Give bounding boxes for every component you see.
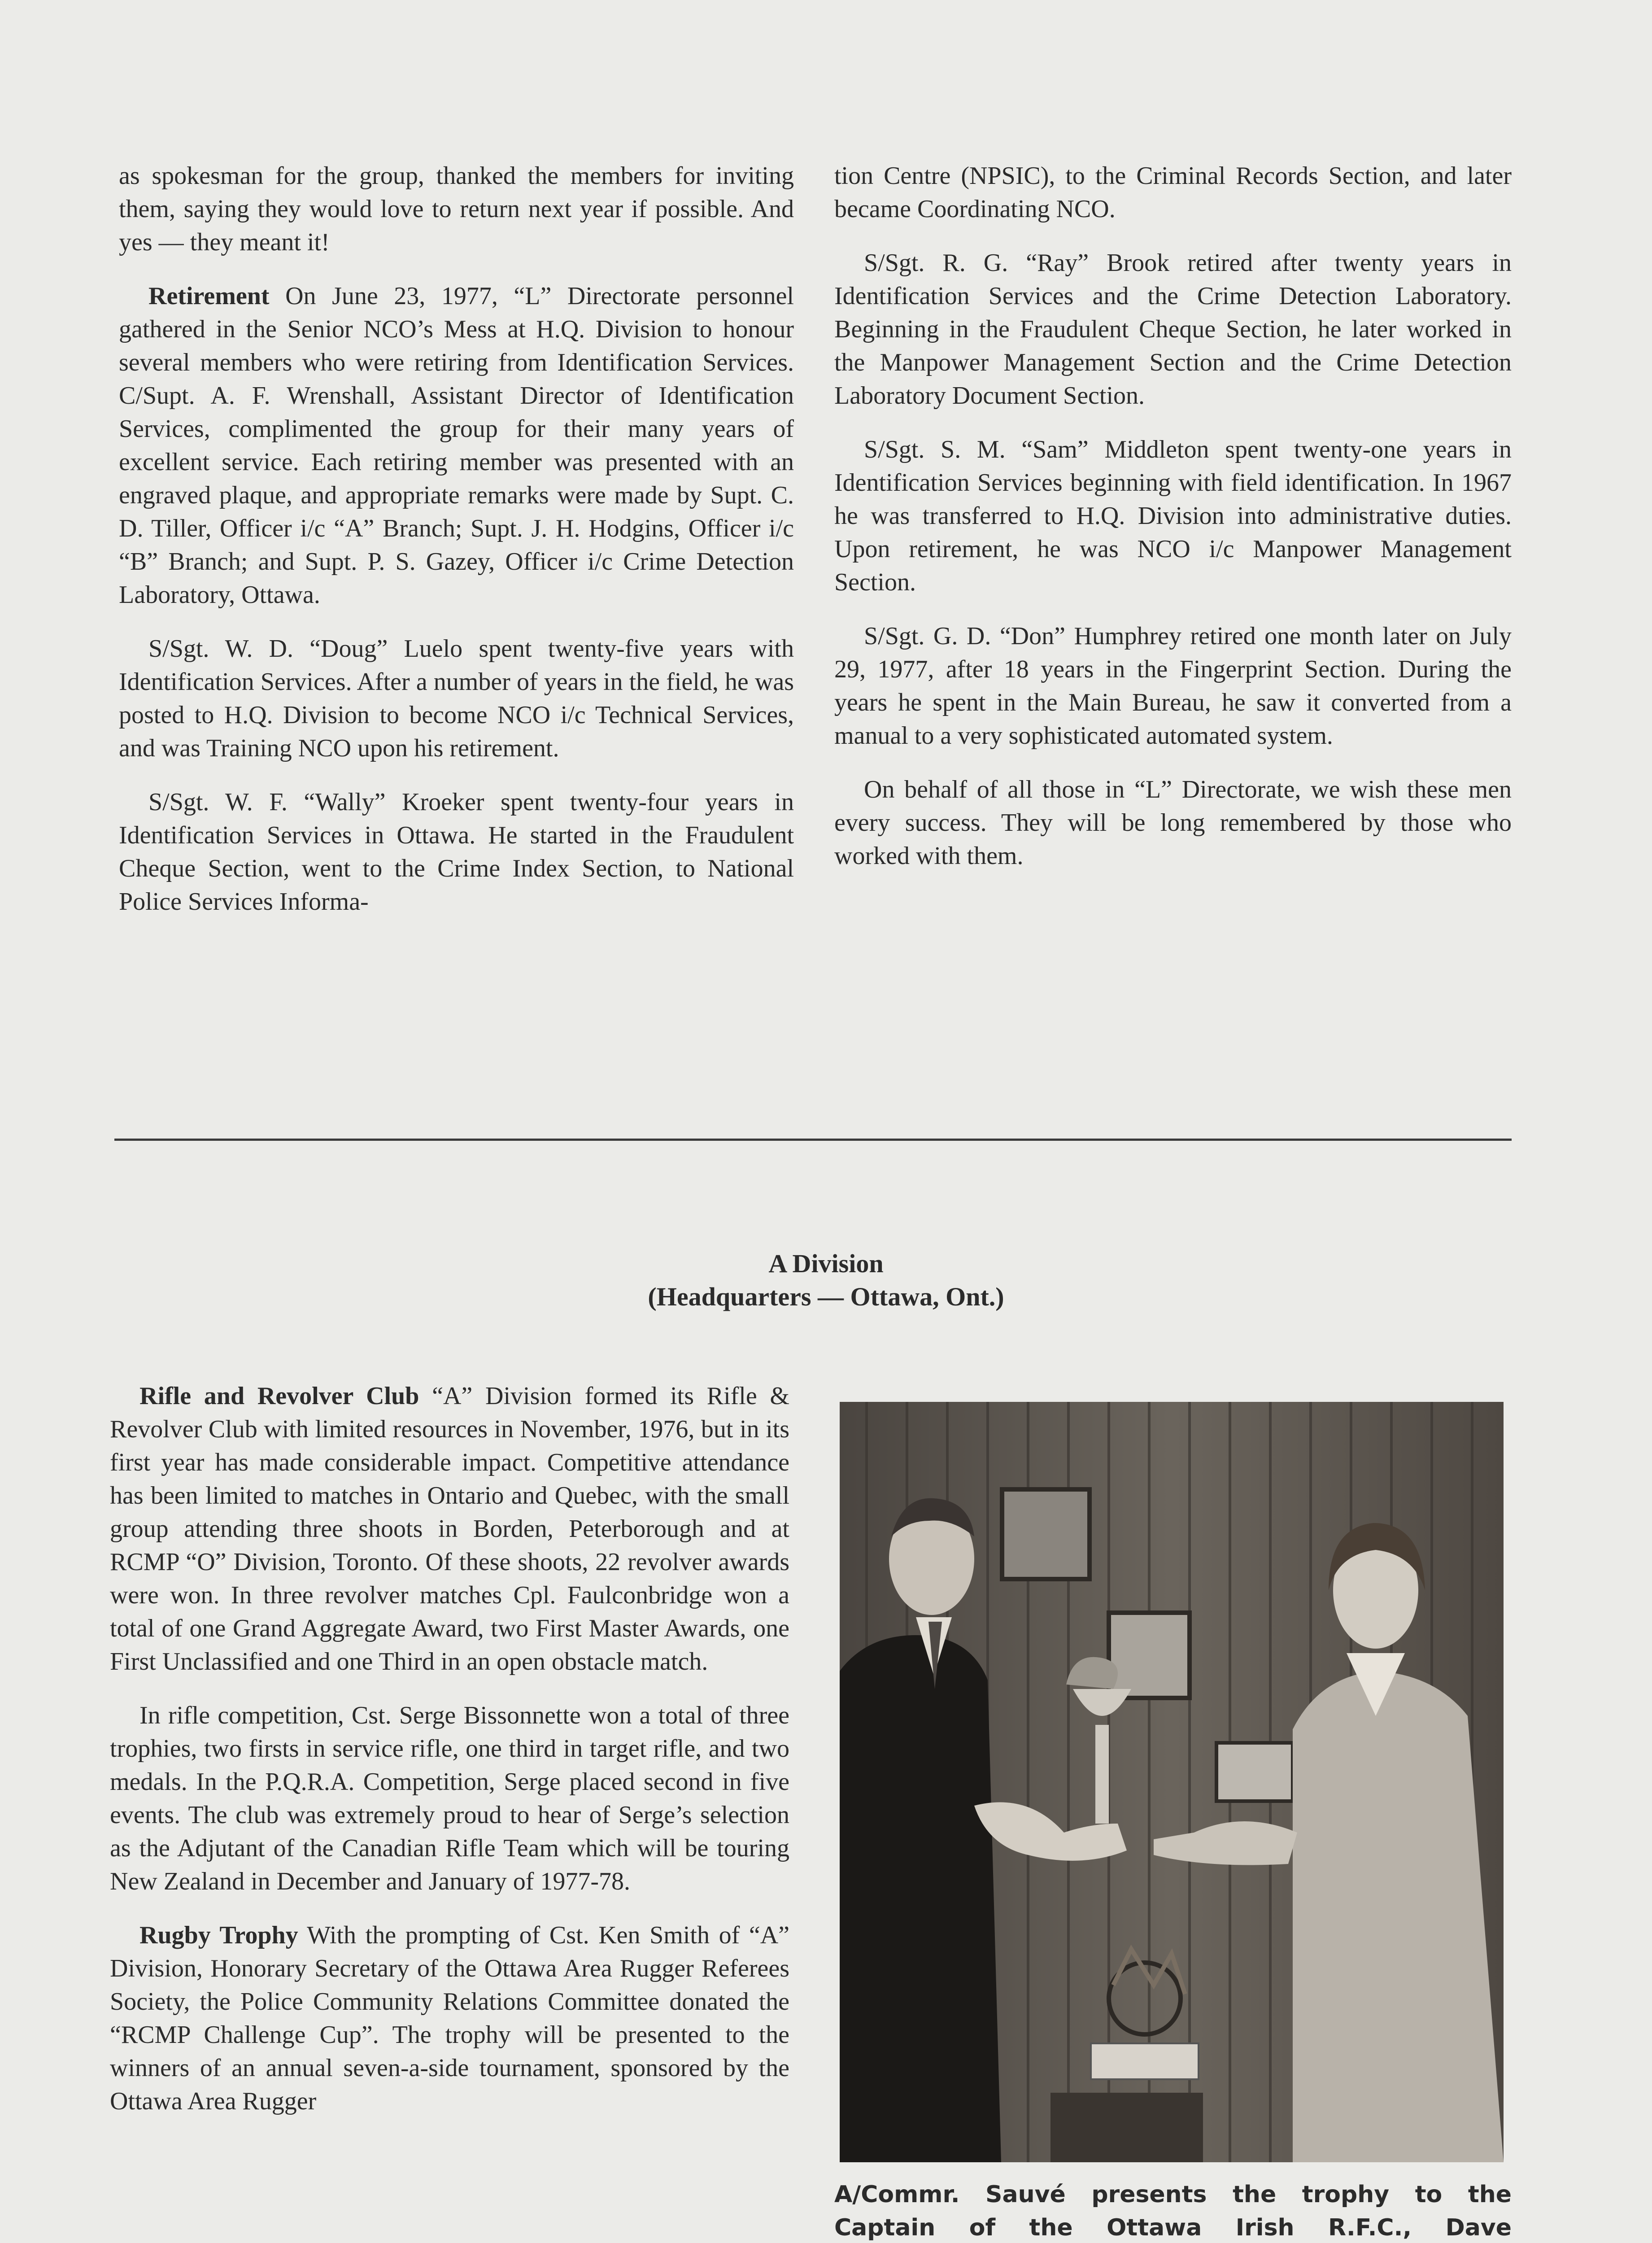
paragraph-humphrey: S/Sgt. G. D. “Don” Humphrey retired one month later on July 29, 1977, after 18 years in the Fingerprint Section. During the years he spent in the Main Bureau, he saw it converted from a manual to a very sophisticated automated system. — [834, 622, 1512, 750]
heading-rifle-club: Rifle and Revolver Club — [139, 1382, 419, 1410]
rifle-club-text: “A” Division formed its Rifle & Revolver Club with limited resources in November, 1976, but in its first year has made considerable impact. Competitive attendance has been limited to matches in Ontario and Quebec, with the small group attending three shoots in Borden, Peterborough and at RCMP “O” Division, Toronto. Of these shoots, 22 revolver awards were won. In three revolver matches Cpl. Faulconbridge won a total of one Grand Aggregate Award, two First Master Awards, one First Unclassified and one Third in an open obstacle match. — [110, 1382, 789, 1676]
paragraph-luelo: S/Sgt. W. D. “Doug” Luelo spent twenty-five years with Identification Services. After a number of years in the field, he was posted to H.Q. Division to become NCO i/c Technical Services, and was Training NCO upon his retirement. — [119, 635, 794, 762]
left-column-top — [119, 159, 794, 939]
section-subtitle: (Headquarters — Ottawa, Ont.) — [648, 1282, 1004, 1311]
retirement-text: On June 23, 1977, “L” Directorate personnel gathered in the Senior NCO’s Mess at H.Q. Division to honour several members who were retiring from Identification Services. C/Supt. A. F. Wrenshall, Assistant Director of Identification Services, complimented the group for their many years of excellent service. Each retiring member was presented with an engraved plaque, and appropriate remarks were made by Supt. C. D. Tiller, Officer i/c “A” Branch; Supt. J. H. Hodgins, Officer i/c “B” Branch; and Supt. P. S. Gazey, Officer i/c Crime Detection Laboratory, Ottawa. — [119, 282, 794, 609]
photo-caption: A/Commr. Sauvé presents the trophy to the Captain of the Ottawa Irish R.F.C., Dave — [834, 2181, 1512, 2241]
right-column-top — [834, 159, 1512, 893]
paragraph-spokesman: as spokesman for the group, thanked the members for inviting them, saying they would love to return next year if possible. And yes — they meant it! — [119, 162, 794, 256]
paragraph-kroeker: S/Sgt. W. F. “Wally” Kroeker spent twenty-four years in Identification Services in Ottawa. He started in the Fraudulent Cheque Section, went to the Crime Index Section, to National Police Services Informa- — [119, 788, 794, 916]
paragraph-middleton: S/Sgt. S. M. “Sam” Middleton spent twenty-one years in Identification Services beginning with field identification. In 1967 he was transferred to H.Q. Division into administrative duties. Upon retirement, he was NCO i/c Manpower Management Section. — [834, 436, 1512, 596]
left-column-bottom — [110, 1379, 789, 2138]
paragraph-rifle-competition: In rifle competition, Cst. Serge Bissonnette won a total of three trophies, two firsts in service rifle, one third in target rifle, and two medals. In the P.Q.R.A. Competition, Serge placed second in five events. The club was extremely proud to hear of Serge’s selection as the Adjutant of the Canadian Rifle Team which will be touring New Zealand in December and January of 1977-78. — [110, 1702, 789, 1895]
paragraph-brook: S/Sgt. R. G. “Ray” Brook retired after twenty years in Identification Services and the Crime Detection Laboratory. Beginning in the Fraudulent Cheque Section, he later worked in the Manpower Management Section and the Crime Detection Laboratory Document Section. — [834, 249, 1512, 410]
section-title: A Division — [768, 1249, 884, 1278]
paragraph-closing: On behalf of all those in “L” Directorate, we wish these men every success. They will be long remembered by those who worked with them. — [834, 776, 1512, 870]
trophy-presentation-photo — [840, 1402, 1504, 2162]
paragraph-retirement — [119, 279, 794, 611]
paragraph-npsic: tion Centre (NPSIC), to the Criminal Records Section, and later became Coordinating NCO. — [834, 162, 1512, 223]
section-heading — [0, 1247, 1652, 1314]
paragraph-rifle-club — [110, 1379, 789, 1678]
heading-retirement: Retirement — [148, 282, 270, 310]
heading-rugby-trophy: Rugby Trophy — [139, 1921, 298, 1949]
section-divider — [114, 1139, 1512, 1141]
paragraph-rugby-trophy — [110, 1919, 789, 2118]
rugby-trophy-text: With the prompting of Cst. Ken Smith of “A” Division, Honorary Secretary of the Ottawa Area Rugger Referees Society, the Police Community Relations Committee donated the “RCMP Challenge Cup”. The trophy will be presented to the winners of an annual seven-a-side tournament, sponsored by the Ottawa Area Rugger — [110, 1921, 789, 2115]
